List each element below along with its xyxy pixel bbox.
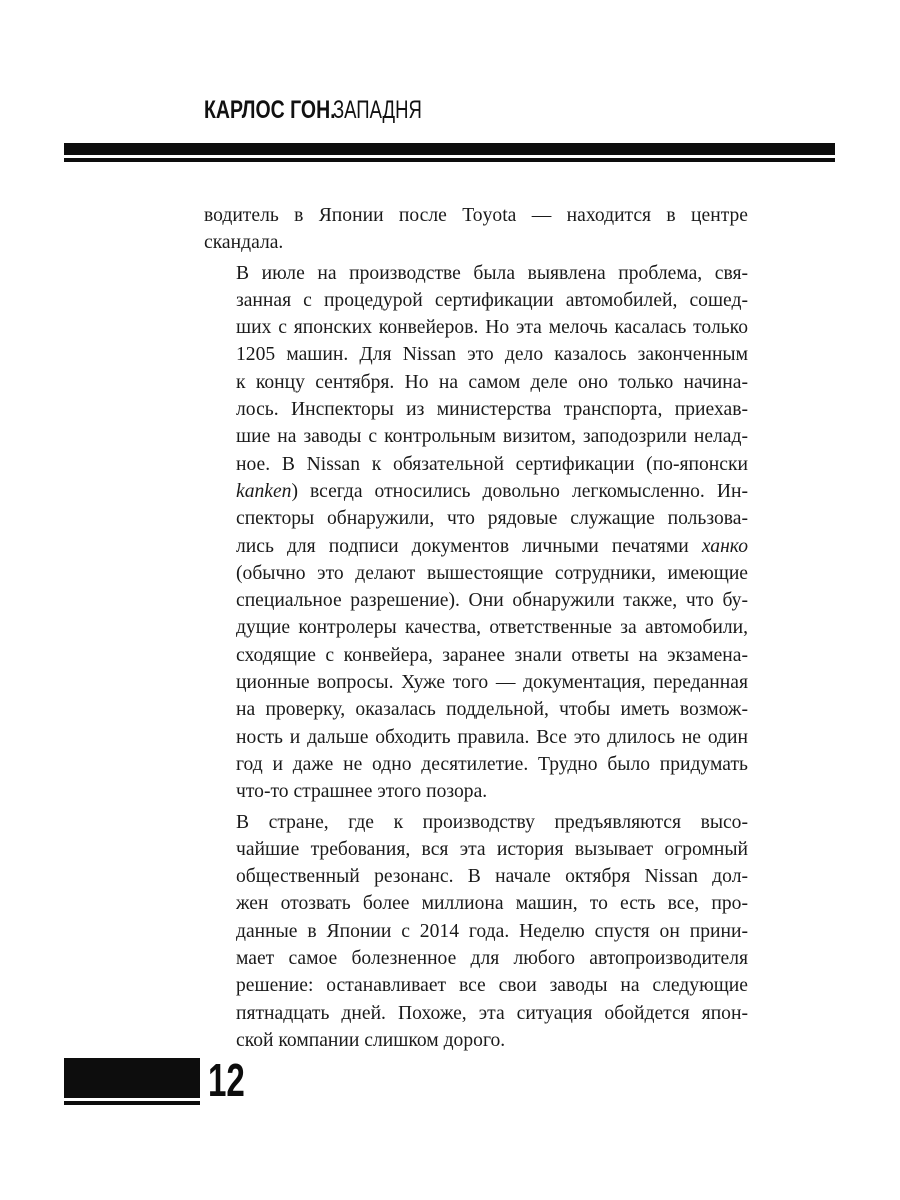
paragraph-2 <box>204 260 748 806</box>
text-fragment: ) всегда относились довольно легкомысленно. Ин- <box>291 480 748 502</box>
text-line: ность и дальше обходить правила. Все это длилось не один <box>236 726 748 748</box>
text-line: год и даже не одно десятилетие. Трудно было придумать <box>236 753 748 775</box>
text-line: (обычно это делают вышестоящие сотрудники, имеющие <box>236 562 748 584</box>
text-line <box>204 533 748 560</box>
header-rule-thick <box>64 143 835 155</box>
text-line: лось. Инспекторы из министерства транспорта, приехав- <box>236 399 748 421</box>
text-line: занная с процедурой сертификации автомобилей, сошед- <box>236 289 748 311</box>
text-line: мает самое болезненное для любого автопроизводителя <box>236 948 748 970</box>
text-line: пятнадцать дней. Похоже, эта ситуация обойдется япон- <box>236 1002 748 1024</box>
running-head <box>204 96 453 136</box>
text-line: ших с японских конвейеров. Но эта мелочь касалась только <box>236 317 748 339</box>
text-line <box>204 478 748 505</box>
running-head-title: ЗАПАДНЯ <box>332 96 422 124</box>
text-line: специальное разрешение). Они обнаружили также, что бу- <box>236 590 748 612</box>
text-line: ционные вопросы. Хуже того — документация, переданная <box>236 672 748 694</box>
text-line: к концу сентября. Но на самом деле оно только начина- <box>236 371 748 393</box>
term-hanko: ханко <box>701 535 748 557</box>
folio-bar-thin <box>64 1101 200 1105</box>
text-line: 1205 машин. Для Nissan это дело казалось законченным <box>236 344 748 366</box>
paragraph-3 <box>204 809 748 1055</box>
text-line: ской компании слишком дорого. <box>236 1029 506 1051</box>
text-line: чайшие требования, вся эта история вызывает огромный <box>236 838 748 860</box>
paragraph-1 <box>204 202 748 257</box>
text-line: что-то страшнее этого позора. <box>236 781 488 803</box>
text-fragment: лись для подписи документов личными печатями <box>236 535 702 557</box>
page-number: 12 <box>208 1054 245 1106</box>
text-line: сходящие с конвейера, заранее знали ответы на экзамена- <box>236 644 748 666</box>
folio-bar <box>64 1058 200 1098</box>
text-line: шие на заводы с контрольным визитом, заподозрили нелад- <box>236 426 748 448</box>
text-line: на проверку, оказалась поддельной, чтобы иметь возмож- <box>236 699 748 721</box>
body-text <box>204 202 748 1054</box>
text-line: общественный резонанс. В начале октября Nissan дол- <box>236 866 748 888</box>
text-line: В стране, где к производству предъявляются высо- <box>236 811 748 833</box>
text-line: В июле на производстве была выявлена проблема, свя- <box>236 262 748 284</box>
running-head-author: КАРЛОС ГОН. <box>204 96 336 124</box>
text-line: дущие контролеры качества, ответственные за автомобили, <box>236 617 748 639</box>
text-line: ное. В Nissan к обязательной сертификации (по-японски <box>236 453 748 475</box>
text-line: спекторы обнаружили, что рядовые служащие пользова- <box>236 508 748 530</box>
text-line: данные в Японии с 2014 года. Неделю спустя он прини- <box>236 920 748 942</box>
text-line: решение: останавливает все свои заводы на следующие <box>236 975 748 997</box>
text-line: жен отозвать более миллиона машин, то есть все, про- <box>236 893 748 915</box>
text-line: скандала. <box>204 232 284 254</box>
term-kanken: kanken <box>236 480 292 502</box>
header-rule-thin <box>64 158 835 162</box>
text-line: водитель в Японии после Toyota — находится в центре <box>204 205 748 226</box>
